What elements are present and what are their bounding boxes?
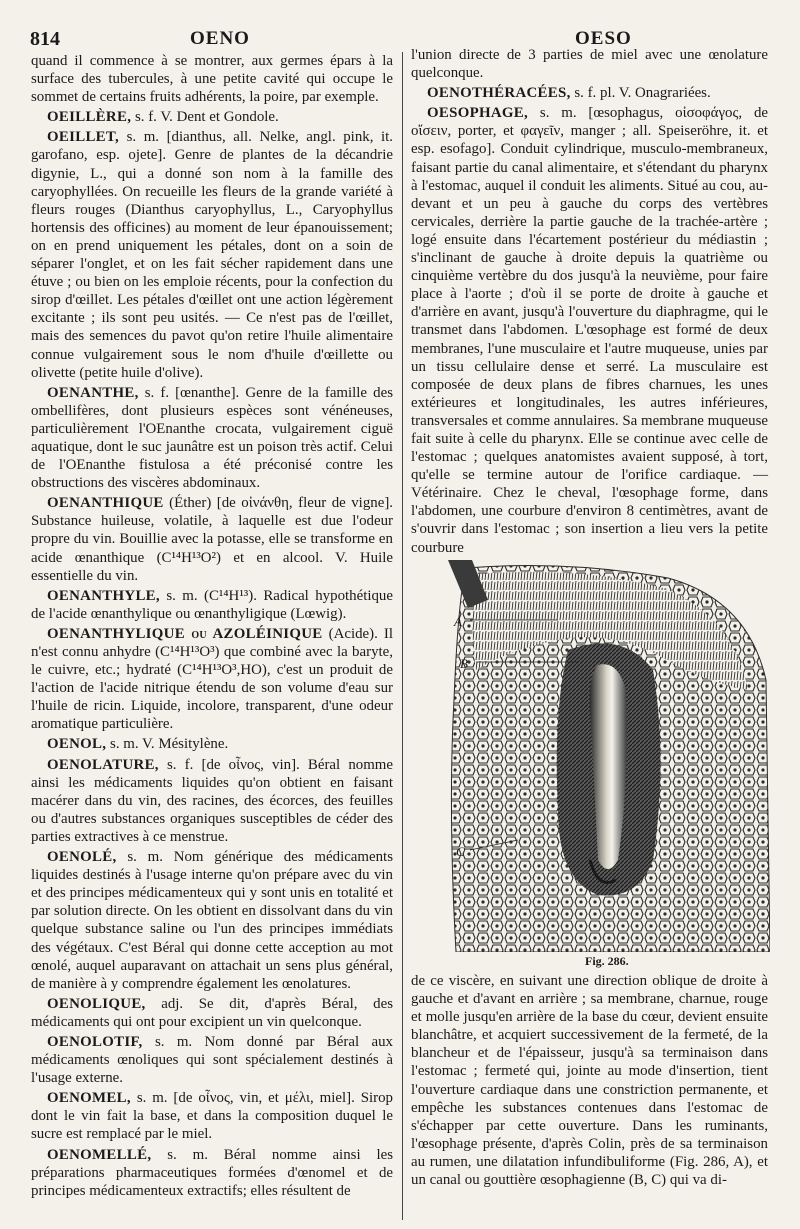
entry-headword: OENANTHIQUE xyxy=(47,495,164,512)
dictionary-entry xyxy=(31,1033,393,1087)
right-running-head: OESO xyxy=(575,28,632,49)
dictionary-entry xyxy=(31,128,393,381)
dictionary-entry xyxy=(411,84,768,102)
entry-text: s. m. Nom donné par Béral aux médicaments œnoliques qui sont spécialement destinés à l'usage externe. xyxy=(31,1033,393,1087)
figure-label-c: C xyxy=(456,844,465,859)
entry-text: l'union directe de 3 parties de miel avec une œnolature quelconque. xyxy=(411,47,768,82)
dictionary-entry xyxy=(31,756,393,846)
entry-text: (Éther) [de οἰνάνθη, fleur de vigne]. Substance huileuse, volatile, à laquelle est due l'odeur propre du vin. Bouillie avec la potasse, elle se transforme en acide œnanthique (C¹⁴H¹³O²) et en alcool. V. Huile essentielle du vin. xyxy=(31,495,393,584)
dictionary-entry xyxy=(31,735,393,753)
entry-headword: OENANTHYLIQUE ou AZOLÉINIQUE xyxy=(47,625,323,642)
figure-caption: Fig. 286. xyxy=(585,954,629,968)
entry-headword: OENOMEL, xyxy=(47,1090,131,1107)
entry-headword: OENOTHÉRACÉES, xyxy=(427,85,571,102)
figure-286-illustration xyxy=(448,560,770,952)
entry-headword: OENOL, xyxy=(47,736,107,753)
entry-headword: OENOLIQUE, xyxy=(47,995,146,1012)
dictionary-entry xyxy=(31,384,393,493)
entry-text: s. m. Nom générique des médicaments liquides destinés à l'usage interne qu'on prépare avec du vin et des principes médicamenteux qui y sont unis en totalité et par solution directe. On les obtient en dissolvant dans du vin quelque substance saline ou l'un des principes immédiats des végétaux. C'est Béral qui donne cette acception au mot œnolé, auquel auparavant on attachait un sens plus général, de manière à y comprendre également les œnolatures. xyxy=(31,849,393,992)
entry-text: s. m. (C¹⁴H¹³). Radical hypothétique de l'acide œnanthylique ou œnanthyligique (Lœwig). xyxy=(31,587,393,622)
left-column xyxy=(31,52,393,1202)
entry-headword: OENANTHE, xyxy=(47,384,139,401)
page-number: 814 xyxy=(30,28,60,50)
figure-label-b: B xyxy=(460,656,468,671)
dictionary-entry xyxy=(31,625,393,734)
dictionary-entry xyxy=(31,1089,393,1143)
dictionary-entry xyxy=(31,995,393,1031)
entry-text: s. f. pl. V. Onagrariées. xyxy=(574,85,711,102)
entry-headword: OENOMELLÉ, xyxy=(47,1146,152,1163)
entry-text: s. m. Béral nomme ainsi les préparations pharmaceutiques formées d'œnomel et de principes médicamenteux extractifs; elles résultent de xyxy=(31,1146,393,1199)
dictionary-entry xyxy=(31,494,393,584)
entry-headword: OENOLOTIF, xyxy=(47,1033,143,1050)
dictionary-entry xyxy=(31,848,393,993)
entry-text: s. f. [de οἶνος, vin]. Béral nomme ainsi les médicaments liquides qu'on obtient en faisant macérer dans du vin, des racines, des écorces, des feuilles ou d'autres substances organiques susceptibles de céder des parties extractives à ce menstrue. xyxy=(31,756,393,845)
dictionary-entry xyxy=(31,108,393,126)
entry-headword: OENANTHYLE, xyxy=(47,587,160,604)
entry-text: quand il commence à se montrer, aux germes épars à la surface des tubercules, à une petite cavité qui occupe le sommet de certains fruits adhérents, la poire, par exemple. xyxy=(31,53,393,106)
entry-text: s. m. [de οἶνος, vin, et μέλι, miel]. Sirop dont le vin fait la base, et dans la composition duquel le sucre est remplacé par le miel. xyxy=(31,1090,393,1143)
entry-text: s. f. V. Dent et Gondole. xyxy=(134,109,279,126)
dictionary-entry xyxy=(31,587,393,623)
continuation-text: de ce viscère, en suivant une direction oblique de droite à gauche et d'avant en arrière ; sa membrane, charnue, rouge et molle jusqu'en arrière de la base du cœur, devient ensuite blanchâtre, et acquiert successivement de la fermeté, de la blancheur et de l'épaisseur, jusqu'à sa terminaison dans l'estomac ; fermeté qui, jointe au mode d'insertion, tient l'ouverture cardiaque dans une constriction permanente, et empêche les substances contenues dans l'estomac de s'échapper par cette ouverture. Dans les ruminants, l'œsophage présente, d'après Colin, près de sa terminaison au rumen, une dilatation infundibuliforme (Fig. 286, A), et un canal ou gouttière œsophagienne (B, C) qui va di- xyxy=(411,973,768,1189)
left-running-head: OENO xyxy=(190,28,250,49)
dictionary-entry xyxy=(411,46,768,82)
entry-text: s. m. [dianthus, all. Nelke, angl. pink, it. garofano, esp. ojete]. Genre de plantes de la décandrie digynie, L., qui a donné son nom à la famille des caryophyllées. On recueille les fleurs de la grande variété à fleurs rouges (Dianthus caryophyllus, L., Caryophyllus hortensis des officines) au moment de leur épanouissement; on en prend uniquement les pétales, dont on a soin de séparer l'onglet, et on les fait sécher rapidement dans une étuve ; ou bien on les emploie récents, pour la confection du sirop d'œillet. Les pétales d'œillet ont une action légèrement excitante ; ils sont peu usités. — Ce n'est pas de l'œillet, mais des semences du pavot qu'on retire l'huile alimentaire connue vulgairement sous le nom d'huile d'œillette ou olivette (petite huile d'olive). xyxy=(31,129,393,381)
entry-text: s. m. V. Mésitylène. xyxy=(110,736,229,753)
right-column xyxy=(411,46,768,559)
entry-headword: OEILLET, xyxy=(47,129,120,146)
entry-text: adj. Se dit, d'après Béral, des médicaments qui ont pour excipient un vin quelconque. xyxy=(31,995,393,1030)
entry-text: (Acide). Il n'est connu anhydre (C¹⁴H¹³O³) que combiné avec la baryte, le cuivre, etc.; hydraté (C¹⁴H¹³O³,HO), c'est un produit de l'action de l'acide nitrique étendu de son volume d'eau sur l'huile de ricin. Liquide, incolore, transparent, d'une odeur aromatique particulière. xyxy=(31,625,393,733)
column-rule xyxy=(402,52,403,1220)
entry-headword: OESOPHAGE, xyxy=(427,105,529,122)
esophagus-engraving xyxy=(448,560,770,952)
dictionary-entry xyxy=(31,52,393,106)
entry-text: s. f. [œnanthe]. Genre de la famille des ombellifères, dont plusieurs espèces sont vénéneuses, particulièrement l'OEnanthe crocata, vulgairement ciguë aquatique, dont le suc jaunâtre est un poison très actif. Celui de l'OEnanthe fistulosa a été préconisé contre les obstructions des viscères abdominaux. xyxy=(31,384,393,492)
figure-label-a: A xyxy=(454,614,462,629)
entry-headword: OENOLATURE, xyxy=(47,756,159,773)
entry-text: s. m. [œsophagus, οἰσοφάγος, de οἴσειν, porter, et φαγεῖν, manger ; all. Speiseröhre, it. et esp. esofago]. Conduit cylindrique, musculo-membraneux, faisant partie du canal alimentaire, et s'étendant du pharynx à l'estomac, auquel il conduit les aliments. Situé au cou, au-devant et un peu à gauche du corps des vertèbres cervicales, derrière la partie gauche de la trachée-artère ; logé ensuite dans l'écartement postérieur du médiastin ; s'inclinant de gauche à droite depuis la quatrième ou cinquième vertèbre du dos jusqu'à la neuvième, pour faire place à l'aorte ; d'où il se porte de droite à gauche et d'arrière en avant, jusqu'à l'ouverture du diaphragme, qui le transmet dans l'abdomen. L'œsophage est formé de deux membranes, l'une musculaire et l'autre muqueuse, unies par un tissu cellulaire dense et serré. La musculaire est composée de deux plans de fibres charnues, les unes extérieures et longitudinales, les autres inférieures, transversales et comme annulaires. Sa membrane muqueuse fait suite à celle du pharynx. Elle se continue avec celle de l'estomac ; quelques anatomistes avaient supposé, à tort, qu'elle se termine autour de l'orifice cardiaque. — Vétérinaire. Chez le cheval, l'œsophage forme, dans l'abdomen, une courbure d'environ 8 centimètres, avant de s'ouvrir dans l'estomac ; son insertion a lieu vers la petite courbure xyxy=(411,105,768,556)
entry-headword: OEILLÈRE, xyxy=(47,109,132,126)
right-column-continuation xyxy=(411,972,768,1191)
dictionary-entry xyxy=(31,1146,393,1200)
dictionary-entry xyxy=(411,104,768,556)
entry-headword: OENOLÉ, xyxy=(47,849,117,866)
